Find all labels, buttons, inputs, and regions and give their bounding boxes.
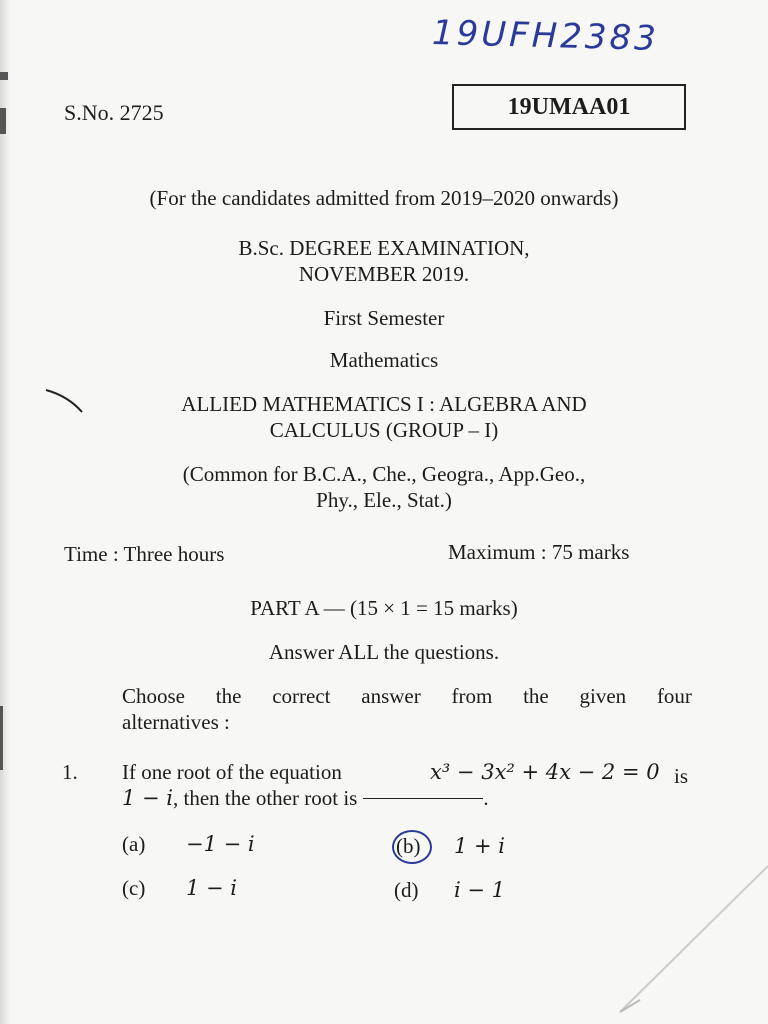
semester: First Semester — [323, 306, 445, 330]
word: four — [656, 684, 692, 708]
part-a-heading: PART A — (15 × 1 = 15 marks) — [250, 596, 518, 620]
exam-duration: Time : Three hours — [64, 542, 225, 566]
choose-instruction-line2: alternatives : — [122, 710, 230, 734]
word: correct — [272, 684, 331, 708]
answer-blank — [363, 798, 483, 799]
question-text-line2 — [122, 786, 489, 811]
word: Choose — [122, 684, 185, 708]
common-for-line2: Phy., Ele., Stat.) — [316, 488, 452, 512]
common-for-line1: (Common for B.C.A., Che., Geogra., App.Geo., — [182, 462, 586, 486]
question-text-is: is — [674, 764, 689, 788]
option-b-value: 1 + i — [454, 834, 506, 858]
maximum-marks: Maximum : 75 marks — [448, 540, 630, 564]
paper-code: 19UMAA01 — [507, 93, 631, 120]
degree-title: B.Sc. DEGREE EXAMINATION, — [238, 236, 530, 260]
subject: Mathematics — [329, 348, 439, 372]
page-fold-line — [620, 866, 768, 1012]
exam-session: NOVEMBER 2019. — [298, 262, 470, 286]
option-c-label: (c) — [122, 876, 146, 900]
word: the — [523, 684, 549, 708]
word: from — [451, 684, 493, 708]
paper-title-line2: CALCULUS (GROUP – I) — [269, 418, 499, 442]
paper-code-box — [452, 84, 686, 130]
option-b-label: (b) — [396, 834, 421, 858]
option-a-label: (a) — [122, 832, 146, 856]
option-d-label: (d) — [394, 878, 419, 902]
word: the — [215, 684, 242, 708]
option-d-value: i − 1 — [454, 878, 506, 902]
choose-instruction-line1 — [122, 684, 692, 709]
question-period: . — [483, 786, 489, 810]
word: given — [579, 684, 627, 708]
handwritten-register-number: 19UFH2383 — [431, 13, 660, 59]
question-root: 1 − i — [122, 786, 174, 810]
eligibility-note: (For the candidates admitted from 2019–2020 onwards) — [149, 186, 619, 210]
word: answer — [361, 684, 421, 708]
question-number: 1. — [62, 760, 78, 784]
part-a-instruction: Answer ALL the questions. — [268, 640, 500, 664]
option-a-value: −1 − i — [186, 832, 255, 856]
question-text-prefix: If one root of the equation — [122, 760, 342, 784]
option-c-value: 1 − i — [186, 876, 238, 900]
question-equation: x³ − 3x² + 4x − 2 = 0 — [430, 760, 660, 784]
question-text-suffix: , then the other root is — [173, 786, 358, 810]
serial-number: S.No. 2725 — [64, 100, 164, 125]
paper-title-line1: ALLIED MATHEMATICS I : ALGEBRA AND — [181, 392, 587, 416]
